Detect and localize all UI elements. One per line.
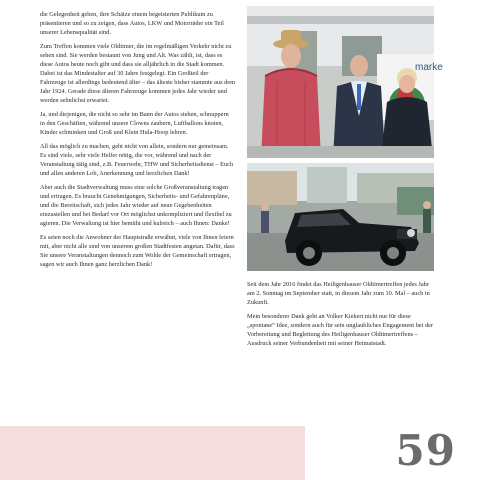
- paragraph: All das möglich zu machen, geht nicht von allein, sondern nur gemeinsam. Es sind viele, sehr viele Helfer nötig, die vor, während und nach der Veranstaltung tätig sind, z.B. Feuerwehr, THW und Sicherheitsdienst – Euch und allen anderen Lob, Anerkennung und herzlichen Dank!: [40, 142, 234, 177]
- left-text-column: [40, 10, 235, 273]
- banner-text: marke: [415, 62, 443, 73]
- paragraph: Seit dem Jahr 2016 findet das Heiligenhauser Oldtimertreffen jedes Jahr am 2. Sonntag im September statt, in diesem Jahr zum 10. Mal – auch in Zukunft.: [247, 281, 430, 307]
- event-photo-people: [247, 6, 443, 158]
- paragraph: Es seien noch die Anwohner der Hauptstraße erwähnt, viele von Ihnen feiern mit, aber nicht alle sind von unserem großen Stadtfesten angetan. Dafür, dass Sie unsere Veranstaltungen dennoch zum Wohle der Gemeinschaft ertragen, sagen wir auch Ihnen ganz herzlichen Dank!: [40, 233, 235, 268]
- event-photo-people-graphic: [247, 6, 443, 158]
- paragraph: Mein besonderer Dank geht an Volker Kiekert nicht nur für diese „spontane“ Idee, sondern auch für sein unglaubliches Engagement bei der Vorbereitung und Begleitung des Heiligenhauser Oldtimertreffens – Ausdruck seiner Verbundenheit mit seiner Heimatstadt.: [247, 312, 434, 348]
- vintage-car-graphic: [247, 163, 434, 271]
- page-number: 59: [395, 426, 456, 475]
- right-text-column: [247, 280, 437, 353]
- paragraph: Ja, und diejenigen, die nicht so sehr im Bann der Autos stehen, schnuppern in den Geschäften, während unsere Clowns zaubern, Luftballons knoten, Kinder schminken und Groß und Klein Hula-Hoop lehren.: [40, 110, 229, 137]
- paragraph: die Gelegenheit geben, ihre Schätze einem begeisterten Publikum zu präsentieren und so zu zeigen, dass Autos, LKW und Motorräder ein Teil unserer Lebensqualität sind.: [40, 11, 224, 37]
- pink-footer-band: [0, 426, 305, 480]
- paragraph: Zum Treffen kommen viele Oldtimer, die im regelmäßigen Verkehr nicht zu sehen sind. Sie werden bestaunt von Jung und Alt. Was zählt, ist, dass es diese Autos heute noch gibt und dass sie alljährlich in die Stadt kommen. Dabei ist das Mindestalter auf 30 Jahre festgelegt. Ein Großteil der Fahrzeuge ist allerdings bedeutend älter – das älteste bisher stammte aus dem Jahr 1924. Gerade diese älteren Fahrzeuge kommen jedes Jahr wieder und werden sehnlichst erwartet.: [40, 42, 235, 105]
- paragraph: Aber auch die Stadtverwaltung muss eine solche Großveranstaltung tragen und ertragen. Es braucht Genehmigungen, Sicherheits- und Gefahrenpläne, und die Bereitschaft, sich jedes Jahr wieder auf neue Gegebenheiten einzustellen und bei Bedarf vor Ort möglichst unkompliziert und flexibel zu agieren. Die Verwaltung ist hier bemüht und kulreich – auch Ihnen: Danke!: [40, 183, 232, 227]
- vintage-car-photo: [247, 163, 434, 271]
